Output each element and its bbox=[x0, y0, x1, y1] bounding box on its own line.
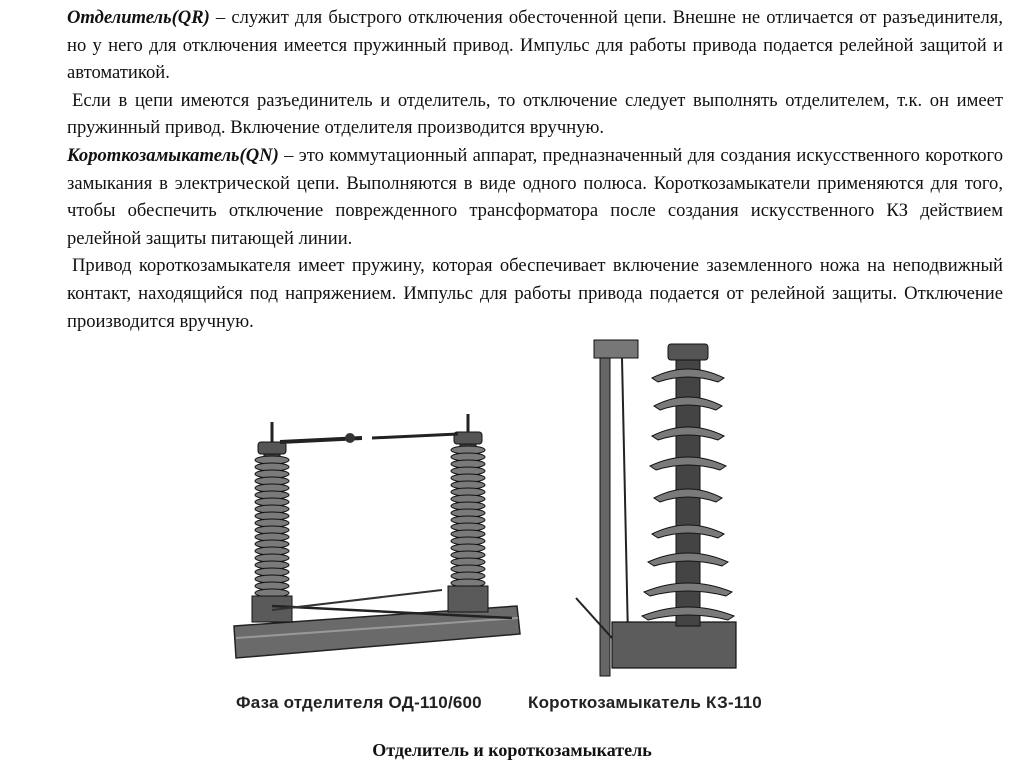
paragraph-switching-note bbox=[67, 87, 1003, 142]
term-short-circuiter: Короткозамыкатель(QN) bbox=[67, 144, 279, 166]
paragraph-short-circuiter bbox=[67, 142, 1003, 252]
separator-illustration bbox=[232, 408, 522, 664]
paragraph-text: – это коммутационный аппарат, предназначенный для создания искусственного короткого замыкания в электрической цепи. Выполняются в виде одного полюса. Короткозамыкатели применяются для того, чтобы обеспечить отключение поврежденного трансформатора после создания искусственного КЗ действием релейной защиты питающей линии. bbox=[67, 144, 1003, 249]
figure-caption-short-circuiter: Короткозамыкатель КЗ-110 bbox=[528, 693, 762, 712]
paragraph-separator bbox=[67, 4, 1003, 87]
term-separator: Отделитель(QR) bbox=[67, 7, 210, 28]
short-circuiter-illustration bbox=[572, 338, 772, 680]
body-text bbox=[67, 4, 1003, 335]
paragraph-text: Привод короткозамыкателя имеет пружину, которая обеспечивает включение заземленного ножа на неподвижный контакт, находящийся под напряжением. Импульс для работы привода подается от релейной защиты. Отключение производится вручную. bbox=[67, 255, 1003, 332]
paragraph-text: Если в цепи имеются разъединитель и отделитель, то отключение следует выполнять отделителем, т.к. он имеет пружинный привод. Включение отделителя производится вручную. bbox=[67, 89, 1003, 139]
paragraph-drive bbox=[67, 252, 1003, 335]
slide-caption: Отделитель и короткозамыкатель bbox=[372, 740, 652, 760]
paragraph-text: – служит для быстрого отключения обесточенной цепи. Внешне не отличается от разъединителя, но у него для отключения имеется пружинный привод. Импульс для работы привода подается релейной защитой и автоматикой. bbox=[67, 7, 1003, 84]
figure-caption-separator: Фаза отделителя ОД-110/600 bbox=[236, 693, 482, 712]
